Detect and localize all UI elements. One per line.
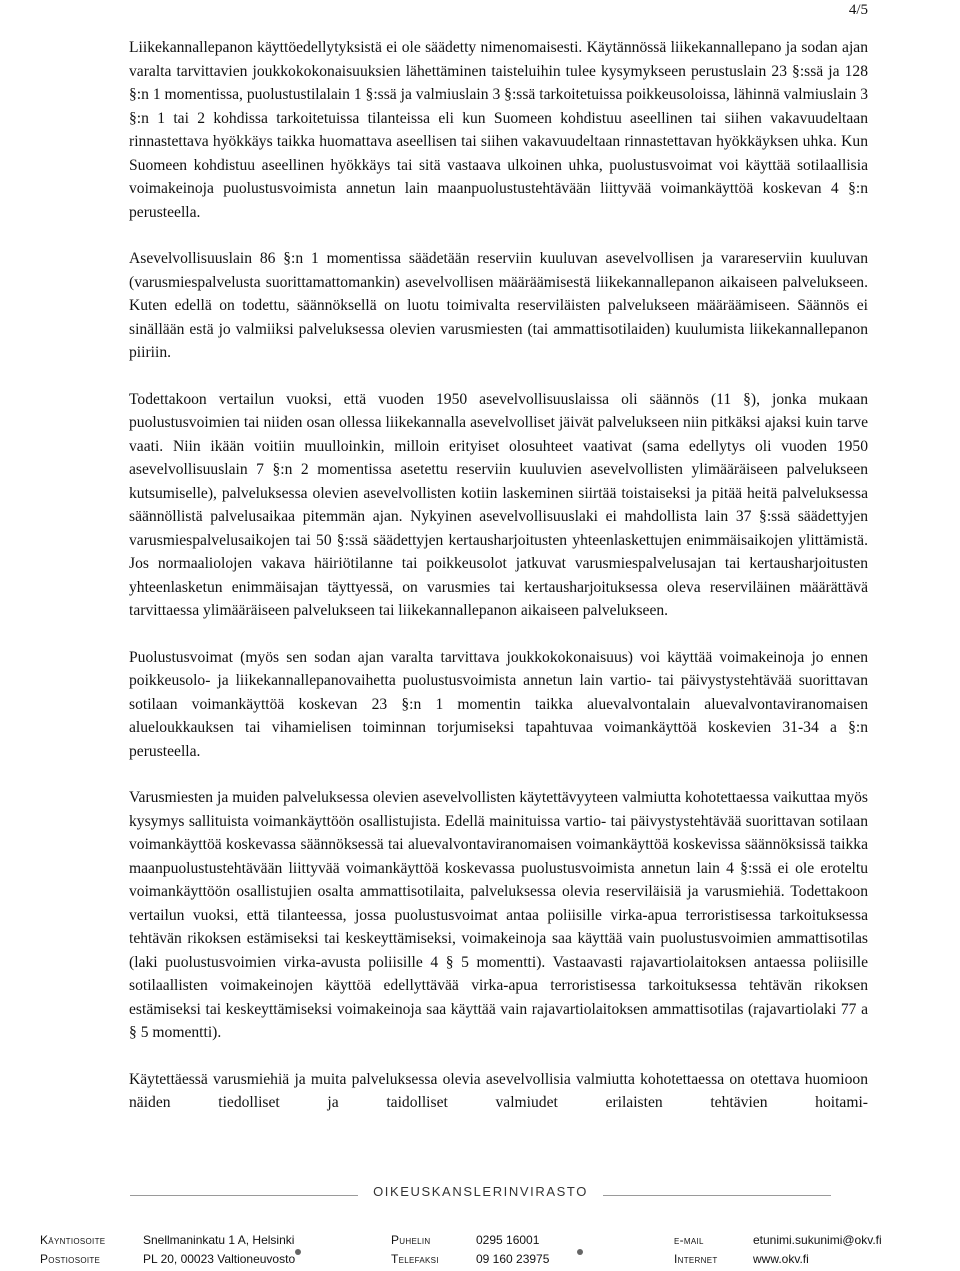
- page-number: 4/5: [848, 2, 868, 18]
- fax-label: Telefaksi: [391, 1252, 439, 1266]
- email-value: etunimi.sukunimi@okv.fi: [753, 1233, 882, 1247]
- paragraph-2: Asevelvollisuuslain 86 §:n 1 momentissa säädetään reserviin kuuluvan asevelvollisen ja varareserviin kuuluvan (varusmiespalvelusta suorittamattomankin) asevelvollisen määräämisestä liikekannallepanon aikaiseen palvelukseen. Kuten edellä on todettu, säännöksellä on luotu toimivalta reserviläisten palvelukseen määräämiseen. Säännös ei sinällään estä jo valmiiksi palveluksessa olevien varusmiesten (tai ammattisotilaiden) kuulumista liikekannallepanon piiriin.: [129, 250, 868, 361]
- office-name: OIKEUSKANSLERINVIRASTO: [373, 1184, 588, 1199]
- internet-label: Internet: [674, 1252, 718, 1266]
- email-label: e-mail: [674, 1233, 704, 1247]
- visiting-address-value: Snellmaninkatu 1 A, Helsinki: [143, 1233, 295, 1247]
- paragraph-4: Puolustusvoimat (myös sen sodan ajan varalta tarvittava joukkokokonaisuus) voi käyttää voimakeinoja jo ennen poikkeusolo- ja liikekannallepanovaihetta puolustusvoimista annetun lain vartio- tai päivystystehtävää suorittavan sotilaan voimankäyttöä koskevan 23 §:n 1 momentin taikka aluevalvontalain aluevalvontaviranomaisen alueloukkauksen tai vihamielisen toiminnan torjumiseksi tapahtuvaa voimankäyttöä koskevien 31-34 a §:n perusteella.: [129, 648, 868, 760]
- phone-value: 0295 16001: [476, 1233, 540, 1247]
- visiting-address-label: Käyntiosoite: [40, 1233, 106, 1247]
- document-body: [129, 36, 868, 1138]
- paragraph-1: Liikekannallepanon käyttöedellytyksistä ei ole säädetty nimenomaisesti. Käytännössä liikekannallepano ja sodan ajan varalta tarvittavien joukkokokonaisuuksien lähettäminen taisteluihin tulee kysymykseen perustuslain 23 §:ssä ja 128 §:n 1 momentissa, puolustustilalain 1 §:ssä ja valmiuslain 3 §:ssä tarkoitetuissa poikkeusoloissa, lähinnä valmiuslain 3 §:n 1 tai 2 kohdissa tarkoitetuissa tilanteissa eli kun Suomeen kohdistuu aseellinen tai siihen vakavuudeltaan rinnastettava hyökkäys taikka huomattava aseellisen tai siihen vakavuudeltaan rinnastettavan hyökkäyksen uhka. Kun Suomeen kohdistuu aseellinen hyökkäys tai sitä vastaava ulkoinen uhka, puolustusvoimat voi käyttää sotilaallisia voimakeinoja puolustusvoimista annetun lain maanpuolustustehtävään liittyvää voimankäyttöä koskevan 4 §:n perusteella.: [129, 39, 868, 221]
- paragraph-3: Todettakoon vertailun vuoksi, että vuoden 1950 asevelvollisuuslaissa oli säännös (11 §), jonka mukaan puolustusvoimien tai niiden osan ollessa liikekannalla asevelvolliset jäivät palvelukseen niin pitkäksi ajaksi kuin tarve vaati. Niin ikään voitiin muulloinkin, milloin erityiset olosuhteet vaativat (sama edellytys oli vuoden 1950 asevelvollisuuslain 7 §:n 2 momentissa asetettu reserviin kuuluvien asevelvollisten ylimääräiseen palvelukseen kutsumiselle), palveluksessa olevien asevelvollisten kotiin laskeminen siirtää toistaiseksi ja pitää heitä palveluksessa säännöllistä palvelusaikaa pitemmän ajan. Nykyinen asevelvollisuuslaki ei mahdollista lain 37 §:ssä säädettyjen varusmiespalvelusaikojen tai 50 §:ssä säädettyjen kertausharjoitusten yhteenlaskettujen enimmäisaikojen ylittämistä. Jos normaaliolojen vakava häiriötilanne tai poikkeusolot jatkuvat varusmiespalvelusajan tai kertausharjoitusten yhteenlasketun enimmäisajan täyttyessä, on varusmies tai kertausharjoituksessa oleva reserviläinen määrättävä tarvittaessa ylimääräiseen palvelukseen tai liikekannallepanon aikaiseen palvelukseen.: [129, 390, 868, 619]
- footer-row: [40, 1252, 920, 1271]
- footer-contact: [40, 1233, 920, 1271]
- footer-row: [40, 1233, 920, 1252]
- fax-value: 09 160 23975: [476, 1252, 550, 1266]
- paragraph-5: Varusmiesten ja muiden palveluksessa olevien asevelvollisten käytettävyyteen valmiutta kohotettaessa vaikuttaa myös kysymys sallituista voimankäyttöön osallistujista. Edellä mainituissa vartio- tai päivystystehtävää suorittavan sotilaan voimankäyttöä koskevassa säännöksessä tai aluevalvontaviranomaisen voimankäyttöä koskevissa säännöksissä taikka maanpuolustustehtävään liittyvää voimankäyttöä koskevassa puolustusvoimista annetun lain 4 §:ssä ei ole eroteltu voimankäyttöön osallistujien osalta ammattisotilaita, palveluksessa olevia reserviläisiä ja varusmiehiä. Todettakoon vertailun vuoksi, että tilanteessa, jossa puolustusvoimat antaa poliisille virka-apua terroristisessa tarkoituksessa tehtävän rikoksen estämiseksi tai keskeyttämiseksi, voimakeinoja saa käyttää vain puolustusvoimien ammattisotilas (laki puolustusvoimien virka-avusta poliisille 4 § 5 momentti). Vastaavasti rajavartiolaitoksen antaessa poliisille sotilaallisten voimakeinojen käyttöä edellyttävää virka-apua terroristisessa tarkoituksessa tehtävän rikoksen estämiseksi tai keskeyttämiseksi voimakeinoja saa käyttää vain rajavartiolaitoksen ammattisotilas (rajavartiolaki 77 a § 5 momentti).: [129, 789, 868, 1041]
- postal-address-label: Postiosoite: [40, 1252, 101, 1266]
- internet-value: www.okv.fi: [753, 1252, 809, 1266]
- footer-divider-left: [130, 1195, 358, 1196]
- phone-label: Puhelin: [391, 1233, 431, 1247]
- postal-address-value: PL 20, 00023 Valtioneuvosto: [143, 1252, 296, 1266]
- paragraph-6: Käytettäessä varusmiehiä ja muita palveluksessa olevia asevelvollisia valmiutta kohotettaessa on otettava huomioon näiden tiedolliset ja taidolliset valmiudet erilaisten tehtävien hoitami-: [129, 1070, 868, 1111]
- footer-divider-right: [603, 1195, 831, 1196]
